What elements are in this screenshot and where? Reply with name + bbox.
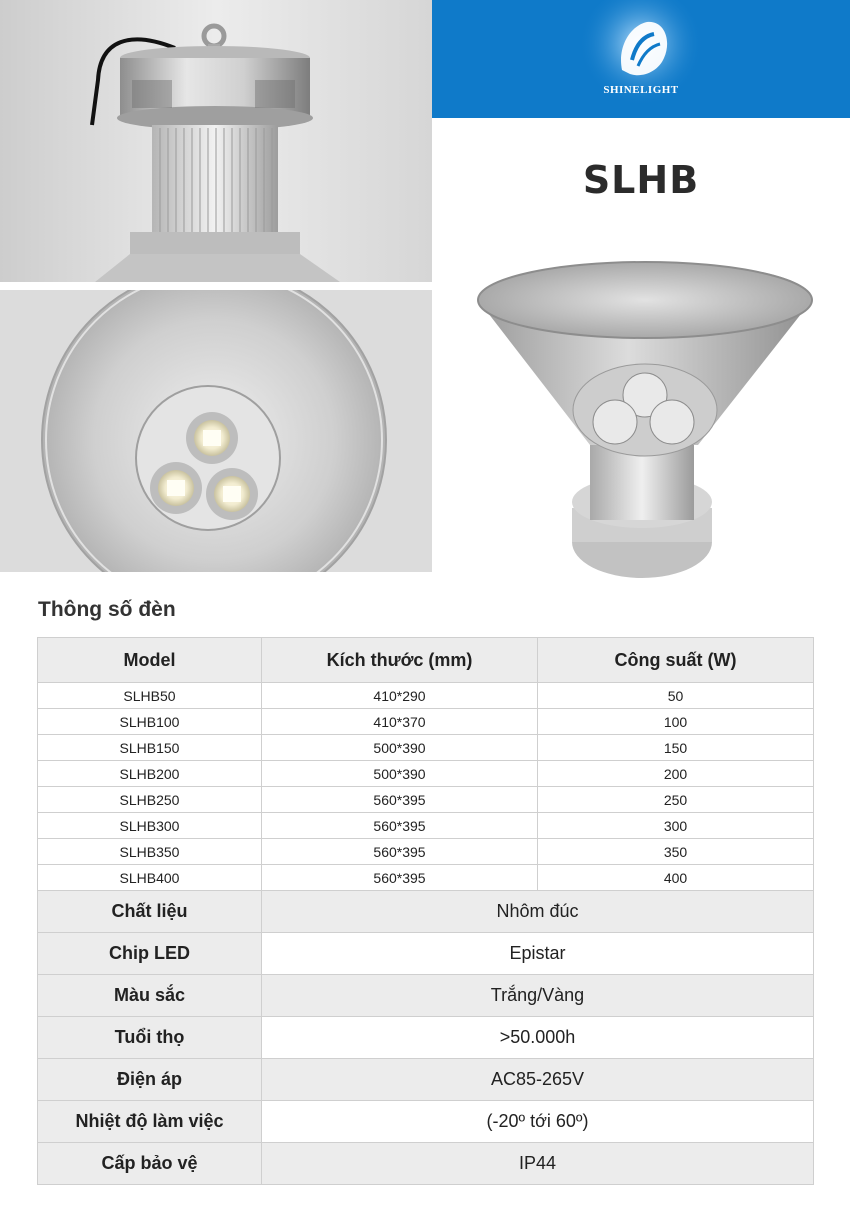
model-row [38,865,814,891]
property-row-color [38,975,814,1017]
property-value: (-20º tới 60º) [262,1101,814,1143]
model-size: 560*395 [262,787,538,813]
property-row-chip [38,933,814,975]
model-power: 200 [538,761,814,787]
model-row [38,735,814,761]
model-name: SLHB250 [38,787,262,813]
header-size: Kích thước (mm) [262,638,538,683]
property-label: Điện áp [38,1059,262,1101]
model-name: SLHB350 [38,839,262,865]
model-row [38,813,814,839]
model-power: 150 [538,735,814,761]
product-photo-angled-view [440,240,850,585]
product-photo-side-view [0,0,432,282]
spec-heading: Thông số đèn [38,598,176,621]
model-row [38,787,814,813]
property-row-protection [38,1143,814,1185]
model-row [38,683,814,709]
model-row [38,761,814,787]
property-label: Chất liệu [38,891,262,933]
property-row-voltage [38,1059,814,1101]
model-size: 500*390 [262,735,538,761]
model-name: SLHB100 [38,709,262,735]
spec-table [37,637,814,1185]
property-row-temperature [38,1101,814,1143]
property-label: Chip LED [38,933,262,975]
property-row-lifespan [38,1017,814,1059]
model-size: 560*395 [262,865,538,891]
property-row-material [38,891,814,933]
model-power: 50 [538,683,814,709]
property-value: >50.000h [262,1017,814,1059]
model-name: SLHB400 [38,865,262,891]
model-size: 500*390 [262,761,538,787]
model-power: 100 [538,709,814,735]
product-title: SLHB [582,158,700,202]
model-power: 300 [538,813,814,839]
model-name: SLHB300 [38,813,262,839]
model-power: 250 [538,787,814,813]
brand-logo [432,0,850,118]
product-photo-bottom-view [0,290,432,572]
brand-logo-text: SHINELIGHT [603,84,679,96]
property-label: Cấp bảo vệ [38,1143,262,1185]
property-value: AC85-265V [262,1059,814,1101]
spec-table-header-row [38,638,814,683]
property-value: Trắng/Vàng [262,975,814,1017]
header-model: Model [38,638,262,683]
property-label: Nhiệt độ làm việc [38,1101,262,1143]
model-power: 400 [538,865,814,891]
model-size: 560*395 [262,813,538,839]
model-size: 560*395 [262,839,538,865]
property-value: Epistar [262,933,814,975]
header-power: Công suất (W) [538,638,814,683]
model-row [38,839,814,865]
property-label: Màu sắc [38,975,262,1017]
model-row [38,709,814,735]
model-name: SLHB200 [38,761,262,787]
property-label: Tuổi thọ [38,1017,262,1059]
model-size: 410*370 [262,709,538,735]
model-size: 410*290 [262,683,538,709]
property-value: IP44 [262,1143,814,1185]
property-value: Nhôm đúc [262,891,814,933]
model-name: SLHB50 [38,683,262,709]
model-power: 350 [538,839,814,865]
model-name: SLHB150 [38,735,262,761]
